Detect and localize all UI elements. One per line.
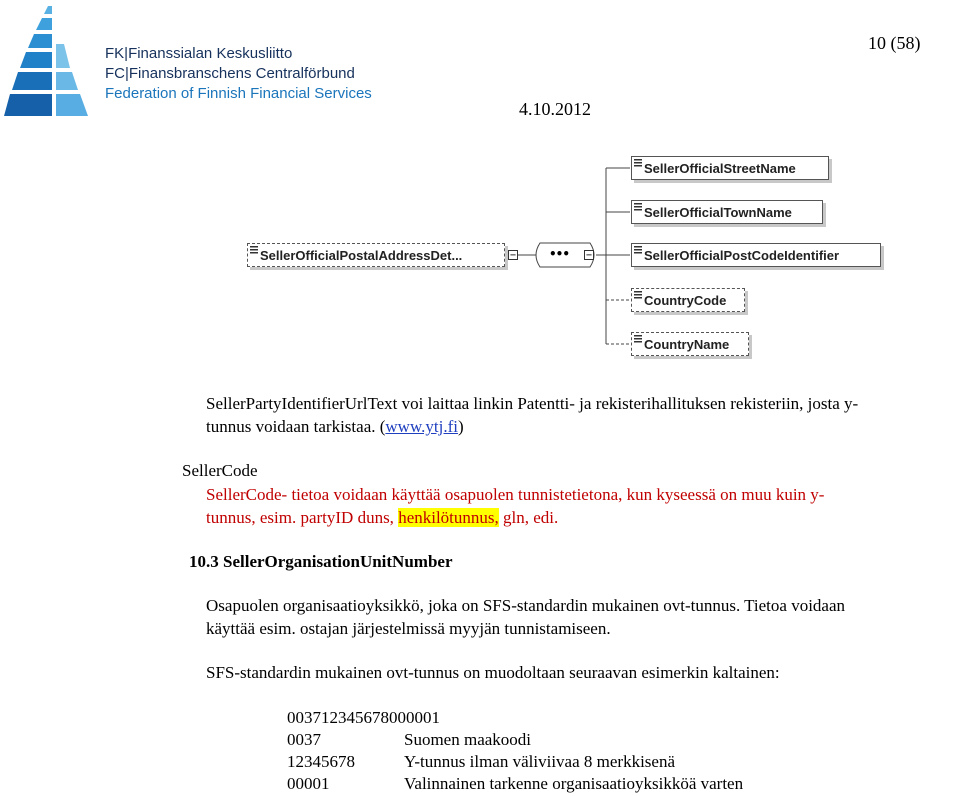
sellercode-heading: SellerCode (182, 461, 258, 480)
org-name-fi: FK|Finanssialan Keskusliitto (105, 45, 293, 62)
org-name-en: Federation of Finnish Financial Services (105, 85, 372, 102)
ytj-link[interactable]: www.ytj.fi (385, 417, 458, 436)
element-icon (634, 291, 642, 301)
schema-child-post-code: SellerOfficialPostCodeIdentifier (631, 243, 881, 267)
sellercode-text-line2: tunnus, esim. partyID duns, henkilötunnus, gln, edi. (206, 508, 559, 527)
schema-child-country-name: CountryName (631, 332, 749, 356)
schema-root-node: SellerOfficialPostalAddressDet... (247, 243, 505, 267)
org-name-sv: FC|Finansbranschens Centralförbund (105, 65, 355, 82)
element-icon (634, 203, 642, 213)
schema-connectors (0, 0, 960, 380)
schema-child-street-name: SellerOfficialStreetName (631, 156, 829, 180)
url-text-line1: SellerPartyIdentifierUrlText voi laittaa linkin Patentti- ja rekisterihallituksen rekisteriin, josta y- (206, 394, 859, 413)
section-heading: 10.3 SellerOrganisationUnitNumber (189, 552, 453, 571)
schema-child-town-name: SellerOfficialTownName (631, 200, 823, 224)
table-row: 00001 Valinnainen tarkenne organisaatioyksikköä varten (287, 774, 744, 793)
code-breakdown-table (287, 729, 743, 795)
page-number: 10 (58) (868, 33, 921, 53)
schema-child-country-code: CountryCode (631, 288, 745, 312)
document-date: 4.10.2012 (519, 99, 591, 119)
table-row: 12345678 Y-tunnus ilman väliviivaa 8 merkkisenä (287, 752, 675, 771)
element-icon (634, 335, 642, 345)
section-para1-line1: Osapuolen organisaatioyksikkö, joka on SFS-standardin mukainen ovt-tunnus. Tietoa voidaan (206, 596, 846, 615)
sequence-collapse-icon[interactable]: − (585, 250, 593, 261)
section-para1-line2: käyttää esim. ostajan järjestelmissä myyjän tunnistamiseen. (206, 619, 611, 638)
element-icon (634, 159, 642, 169)
sellercode-text-line1: SellerCode- tietoa voidaan käyttää osapuolen tunnistetietona, kun kyseessä on muu kuin y- (206, 485, 825, 504)
sequence-icon: ••• (549, 247, 570, 261)
table-row: 0037 Suomen maakoodi (287, 730, 532, 749)
element-icon (250, 246, 258, 256)
element-icon (634, 246, 642, 256)
url-text-line2: tunnus voidaan tarkistaa. (www.ytj.fi) (206, 417, 464, 436)
collapse-icon[interactable]: − (509, 250, 517, 261)
example-code: 003712345678000001 (287, 708, 440, 727)
section-para2: SFS-standardin mukainen ovt-tunnus on muodoltaan seuraavan esimerkin kaltainen: (206, 663, 780, 682)
